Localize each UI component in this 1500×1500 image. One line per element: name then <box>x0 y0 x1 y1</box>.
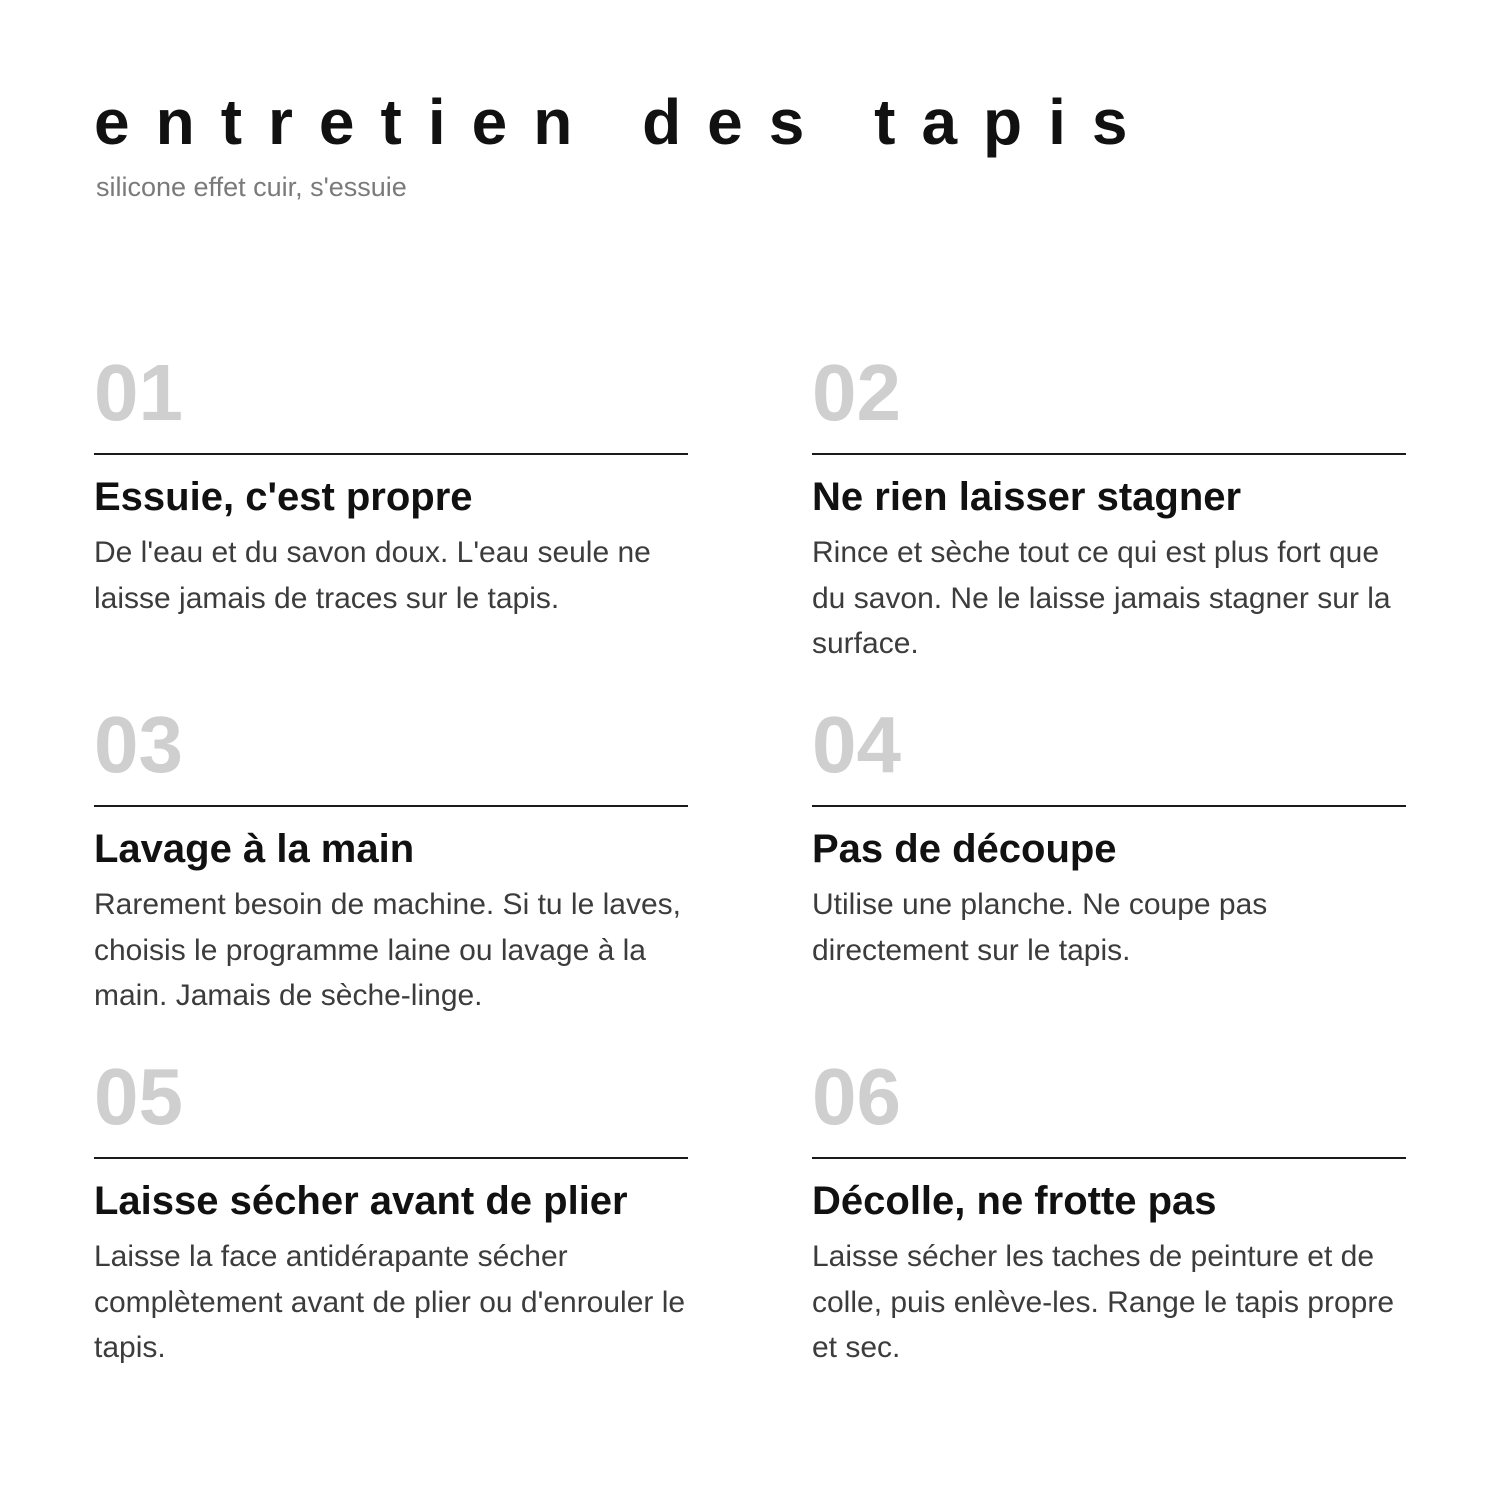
care-tips-grid <box>94 350 1406 1406</box>
tip-description: Utilise une planche. Ne coupe pas directement sur le tapis. <box>812 888 1268 967</box>
tip-divider <box>94 805 688 807</box>
tip-divider <box>94 453 688 455</box>
tip-description: Laisse sécher les taches de peinture et de colle, puis enlève-les. Range le tapis propre et sec. <box>812 1240 1394 1364</box>
tip-title: Pas de découpe <box>812 827 1117 871</box>
tip-title: Lavage à la main <box>94 827 415 871</box>
tip-number: 03 <box>94 700 183 789</box>
tip-number: 06 <box>812 1052 901 1141</box>
tip-title: Essuie, c'est propre <box>94 475 473 519</box>
tip-description: Rince et sèche tout ce qui est plus fort que du savon. Ne le laisse jamais stagner sur la surface. <box>812 536 1391 660</box>
tip-card-01 <box>94 350 688 702</box>
page-subtitle: silicone effet cuir, s'essuie <box>96 172 407 202</box>
tip-card-06 <box>812 1054 1406 1406</box>
tip-card-02 <box>812 350 1406 702</box>
tip-title: Ne rien laisser stagner <box>812 475 1242 519</box>
tip-title: Laisse sécher avant de plier <box>94 1179 628 1223</box>
tip-title: Décolle, ne frotte pas <box>812 1179 1217 1223</box>
page-header <box>94 86 1414 204</box>
tip-number: 02 <box>812 348 901 437</box>
tip-description: De l'eau et du savon doux. L'eau seule ne laisse jamais de traces sur le tapis. <box>94 536 651 615</box>
page-title: entretien des tapis <box>94 86 1154 158</box>
tip-divider <box>812 453 1406 455</box>
tip-card-05 <box>94 1054 688 1406</box>
tip-description: Laisse la face antidérapante sécher complètement avant de plier ou d'enrouler le tapis. <box>94 1240 686 1364</box>
tip-card-04 <box>812 702 1406 1054</box>
tip-number: 04 <box>812 700 901 789</box>
tip-divider <box>812 1157 1406 1159</box>
tip-description: Rarement besoin de machine. Si tu le laves, choisis le programme laine ou lavage à la main. Jamais de sèche-linge. <box>94 888 681 1012</box>
tip-divider <box>94 1157 688 1159</box>
tip-card-03 <box>94 702 688 1054</box>
tip-number: 01 <box>94 348 183 437</box>
tip-divider <box>812 805 1406 807</box>
tip-number: 05 <box>94 1052 183 1141</box>
